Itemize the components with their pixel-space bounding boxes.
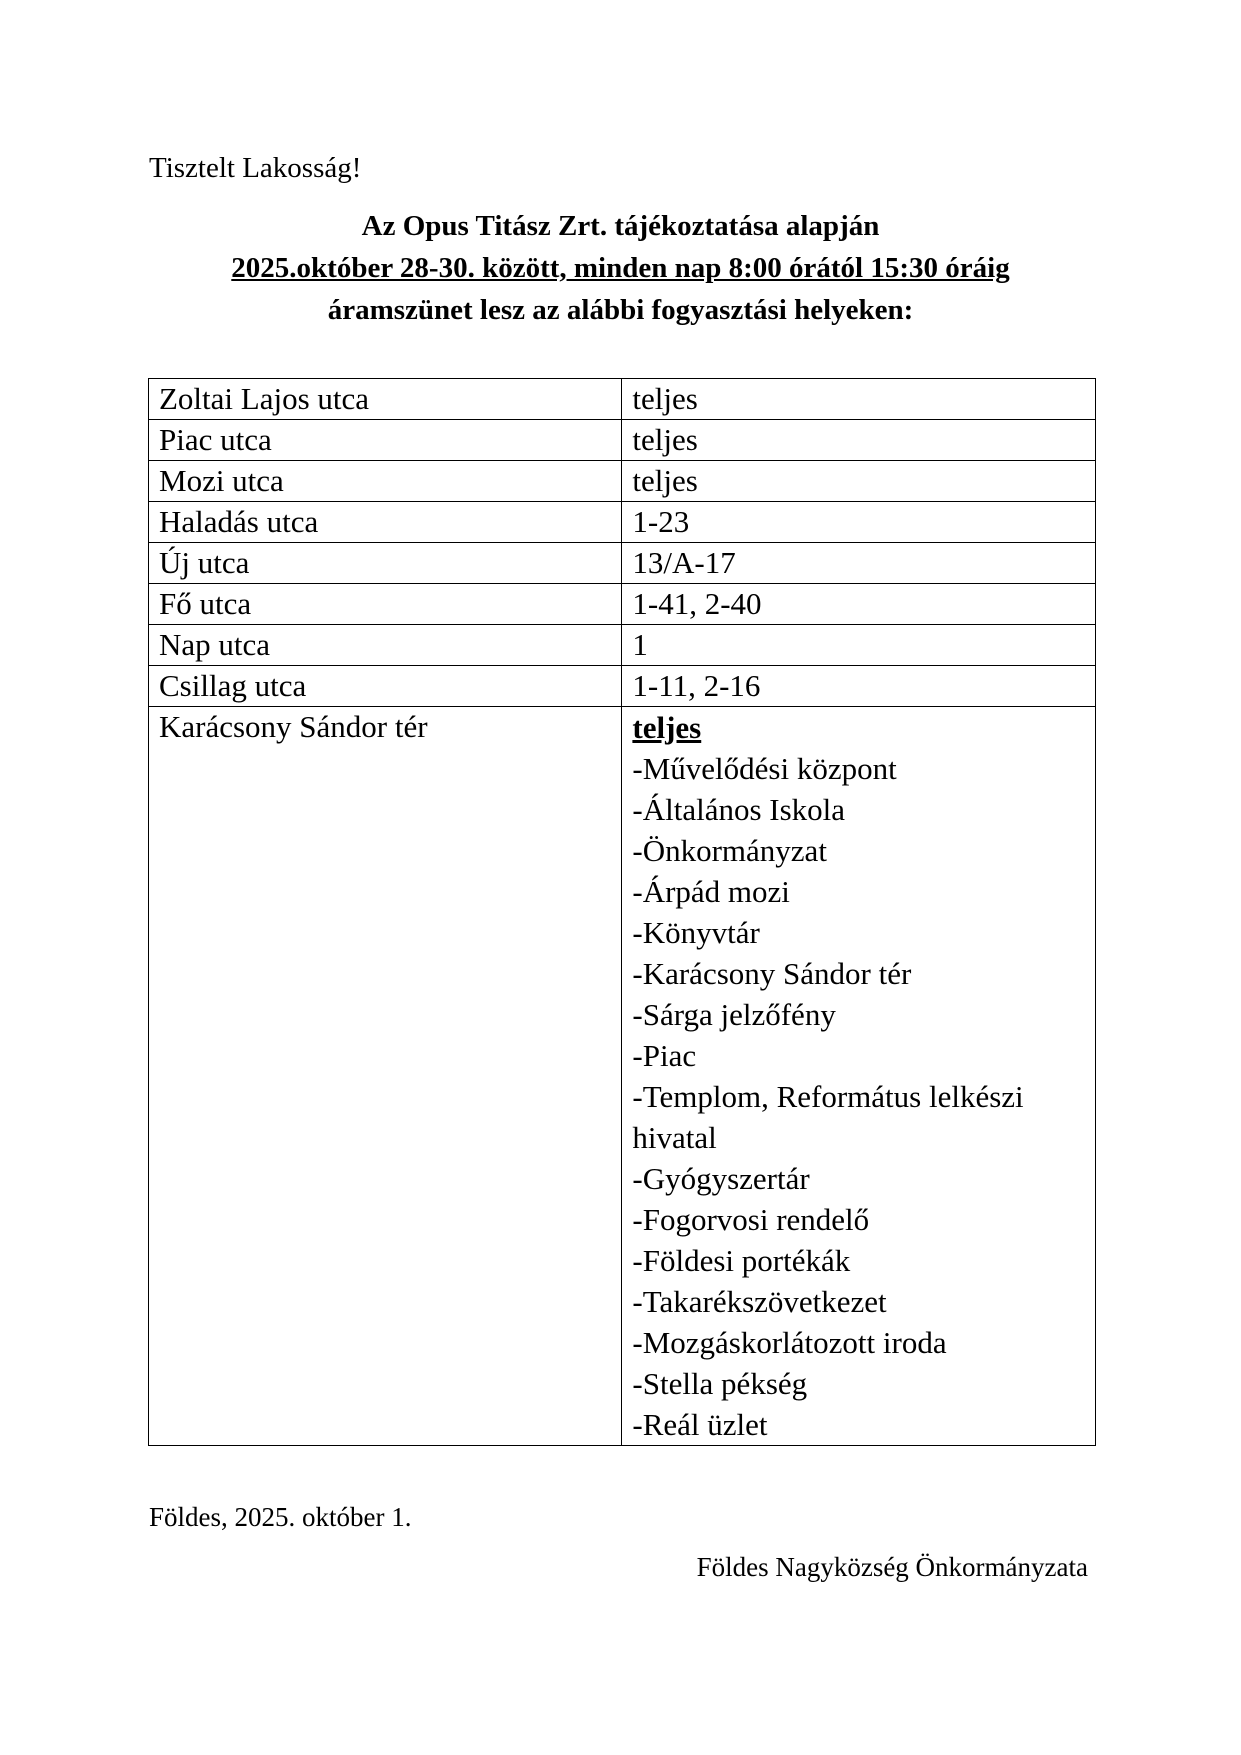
house-range: teljes	[622, 420, 1096, 461]
street-name: Új utca	[149, 543, 622, 584]
heading-line-3: áramszünet lesz az alábbi fogyasztási helyeken:	[327, 294, 914, 326]
location-item: -Takarékszövetkezet	[632, 1284, 887, 1319]
location-item: -Általános Iskola	[632, 792, 846, 827]
street-name: Nap utca	[149, 625, 622, 666]
street-name: Zoltai Lajos utca	[149, 379, 622, 420]
location-item: -Könyvtár	[632, 915, 760, 950]
house-range: 1-23	[622, 502, 1096, 543]
table-row-karacsony-sandor-ter	[149, 707, 1096, 1446]
table-row	[149, 461, 1096, 502]
house-range: 1	[622, 625, 1096, 666]
table-row	[149, 543, 1096, 584]
outage-table	[148, 378, 1096, 1446]
footer-date: Földes, 2025. október 1.	[149, 1502, 412, 1532]
location-item: -Földesi portékák	[632, 1243, 851, 1278]
location-item: -Önkormányzat	[632, 833, 827, 868]
house-range: 13/A-17	[622, 543, 1096, 584]
table-row	[149, 502, 1096, 543]
table-row	[149, 379, 1096, 420]
street-name: Mozi utca	[149, 461, 622, 502]
location-item: -Gyógyszertár	[632, 1161, 810, 1196]
street-name: Csillag utca	[149, 666, 622, 707]
street-name: Piac utca	[149, 420, 622, 461]
heading-line-1: Az Opus Titász Zrt. tájékoztatása alapján	[361, 210, 880, 242]
heading-line-2: 2025.október 28-30. között, minden nap 8:00 órától 15:30 óráig	[231, 252, 1010, 284]
range-full: teljes	[632, 710, 702, 745]
table-row	[149, 584, 1096, 625]
house-range: teljes	[622, 379, 1096, 420]
table-row	[149, 625, 1096, 666]
location-item: -Stella pékség	[632, 1366, 808, 1401]
street-name: Fő utca	[149, 584, 622, 625]
footer-signature: Földes Nagyközség Önkormányzata	[696, 1552, 1088, 1582]
location-item: -Művelődési központ	[632, 751, 897, 786]
street-name: Haladás utca	[149, 502, 622, 543]
location-item: -Mozgáskorlátozott iroda	[632, 1325, 947, 1360]
table-row	[149, 666, 1096, 707]
street-name: Karácsony Sándor tér	[149, 707, 622, 1446]
location-item: -Templom, Református lelkészi	[632, 1079, 1024, 1114]
location-item: -Reál üzlet	[632, 1407, 768, 1442]
location-item: hivatal	[632, 1120, 717, 1155]
house-range: 1-11, 2-16	[622, 666, 1096, 707]
location-item: -Karácsony Sándor tér	[632, 956, 912, 991]
location-item: -Sárga jelzőfény	[632, 997, 836, 1032]
table-row	[149, 420, 1096, 461]
location-item: -Fogorvosi rendelő	[632, 1202, 870, 1237]
greeting: Tisztelt Lakosság!	[149, 152, 362, 184]
location-item: -Árpád mozi	[632, 874, 790, 909]
location-item: -Piac	[632, 1038, 697, 1073]
affected-locations	[622, 707, 1096, 1446]
house-range: 1-41, 2-40	[622, 584, 1096, 625]
house-range: teljes	[622, 461, 1096, 502]
